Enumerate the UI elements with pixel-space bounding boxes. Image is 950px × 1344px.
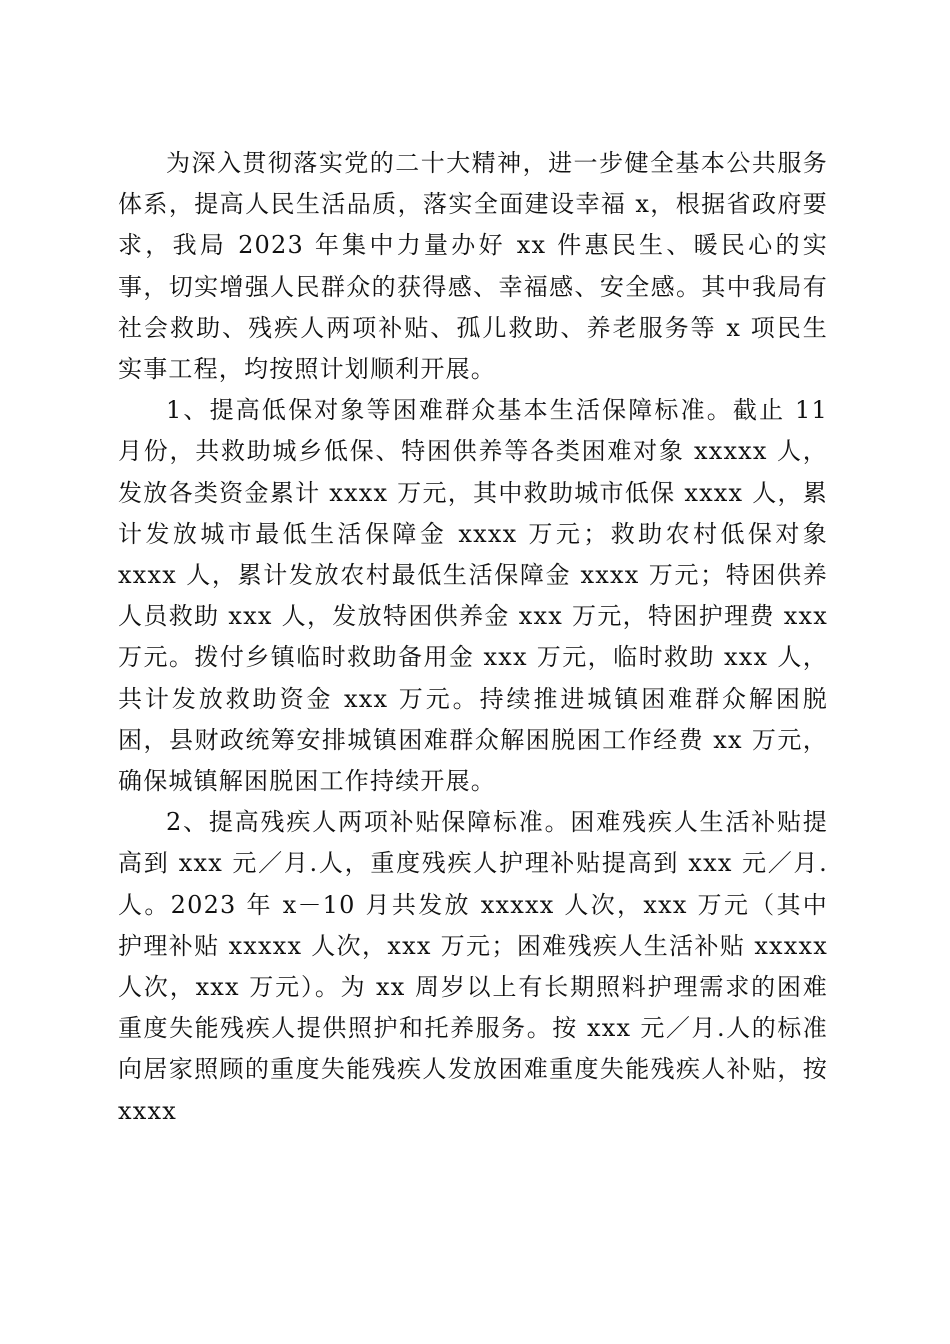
document-page <box>118 143 828 1132</box>
paragraph-item-2: 2、提高残疾人两项补贴保障标准。困难残疾人生活补贴提高到 xxx 元／月.人，重度残疾人护理补贴提高到 xxx 元／月.人。2023 年 x－10 月共发放 xxxxx 人次，xxx 万元（其中护理补贴 xxxxx 人次，xxx 万元；困难残疾人生活补贴 xxxxx 人次，xxx 万元）。为 xx 周岁以上有长期照料护理需求的困难重度失能残疾人提供照护和托养服务。按 xxx 元／月.人的标准向居家照顾的重度失能残疾人发放困难重度失能残疾人补贴，按 xxxx <box>118 808 828 1125</box>
paragraph-intro: 为深入贯彻落实党的二十大精神，进一步健全基本公共服务体系，提高人民生活品质，落实全面建设幸福 x，根据省政府要求，我局 2023 年集中力量办好 xx 件惠民生、暖民心的实事，切实增强人民群众的获得感、幸福感、安全感。其中我局有社会救助、残疾人两项补贴、孤儿救助、养老服务等 x 项民生实事工程，均按照计划顺利开展。 <box>118 149 828 384</box>
paragraph-item-1: 1、提高低保对象等困难群众基本生活保障标准。截止 11 月份，共救助城乡低保、特困供养等各类困难对象 xxxxx 人，发放各类资金累计 xxxx 万元，其中救助城市低保 xxxx 人，累计发放城市最低生活保障金 xxxx 万元；救助农村低保对象 xxxx 人，累计发放农村最低生活保障金 xxxx 万元；特困供养人员救助 xxx 人，发放特困供养金 xxx 万元，特困护理费 xxx 万元。拨付乡镇临时救助备用金 xxx 万元，临时救助 xxx 人，共计发放救助资金 xxx 万元。持续推进城镇困难群众解困脱困，县财政统筹安排城镇困难群众解困脱困工作经费 xx 万元，确保城镇解困脱困工作持续开展。 <box>118 396 828 796</box>
